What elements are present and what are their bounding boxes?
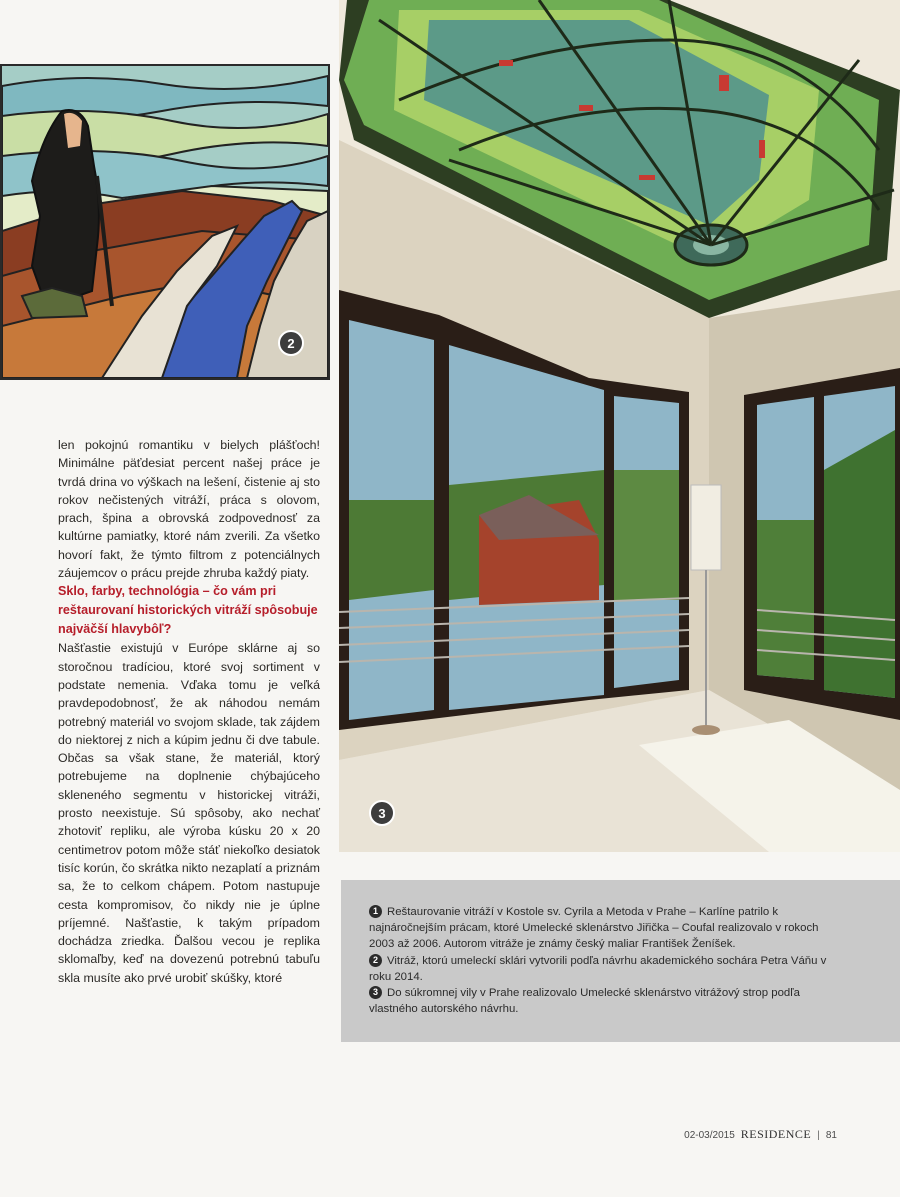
stained-glass-ceiling-photo-figure-3 <box>339 0 900 852</box>
caption-number-2: 2 <box>369 954 382 967</box>
caption-item <box>369 985 839 1017</box>
article-paragraph: Našťastie existujú v Európe sklárne aj so storočnou tradíciou, ktoré svoj sortiment v podstate nemenia. Vďaka tomu je veľká pravdepodobnosť, že ak náhodou nemám potrebný materiál vo svojom sklade, tak zájdem do niektorej z nich a kúpim jednu či dve tabule. Občas sa však stane, že materiál, ktorý potrebujeme na doplnenie chýbajúceho skleneného segmentu v historickej vitráži, prosto neexistuje. Sú spôsoby, ako nechať zhotoviť repliku, ale výroba kúsku 20 x 20 centimetrov potom môže stáť niekoľko desiatok tisíc korún, čo skrátka nikto nezaplatí a priznám sa, že to celkom chápem. Potom nastupuje cesta kompromisov, čo nikdy nie je úplne príjemné. Našťastie, k takým prípadom dochádza zriedka. Ďalšou vecou je replika sklomaľby, keď na dovezenú potrebnú tabuľu skla musíte ako prvé urobiť skúšky, ktoré <box>58 641 320 985</box>
interview-question: Sklo, farby, technológia – čo vám pri reštaurovaní historických vitráží spôsobuje najväčší hlavybôľ? <box>58 584 318 637</box>
left-column <box>0 0 335 1197</box>
caption-text-1: Reštaurovanie vitráží v Kostole sv. Cyrila a Metoda v Prahe – Karlíne patrilo k najnáročnejším prácam, ktoré Umelecké sklenárstvo Jiřička – Coufal realizovalo v rokoch 2003 až 2006. Autorom vitráže je známy český maliar František Ženíšek. <box>369 906 819 951</box>
article-paragraph: len pokojnú romantiku v bielych plášťoch! Minimálne päťdesiat percent našej práce je tvrdá drina vo výškach na lešení, čistenie aj sto rokov nečistených vitráží, práca s olovom, prach, špina a obrovská zodpovednosť za kultúrne pamiatky, ktoré nám zverili. Za všetko hovorí fakt, že týmto filtrom z potenciálnych záujemcov o prácu prejde zhruba každý piaty. <box>58 438 320 581</box>
footer-separator: | <box>817 1130 820 1141</box>
figure-3-number-badge: 3 <box>369 800 395 826</box>
villa-interior-photo <box>339 0 900 852</box>
stained-glass-pilgrim-image <box>2 66 328 378</box>
article-text-column <box>58 436 320 987</box>
caption-text-3: Do súkromnej vily v Prahe realizovalo Umelecké sklenárstvo vitrážový strop podľa vlastného autorského návrhu. <box>369 987 800 1016</box>
caption-item <box>369 953 839 985</box>
captions-list <box>369 904 839 1017</box>
caption-number-3: 3 <box>369 986 382 999</box>
issue-number: 02-03/2015 <box>684 1130 735 1141</box>
caption-text-2: Vitráž, ktorú umeleckí sklári vytvorili podľa návrhu akademického sochára Petra Váňu v roku 2014. <box>369 954 827 983</box>
magazine-name: RESIDENCE <box>740 1127 812 1141</box>
caption-item <box>369 904 839 953</box>
page-footer <box>684 1127 837 1142</box>
stained-glass-figure-2 <box>0 64 330 380</box>
page-number: 81 <box>825 1130 837 1141</box>
figure-captions-box <box>341 880 900 1042</box>
caption-number-1: 1 <box>369 905 382 918</box>
figure-2-number-badge: 2 <box>278 330 304 356</box>
